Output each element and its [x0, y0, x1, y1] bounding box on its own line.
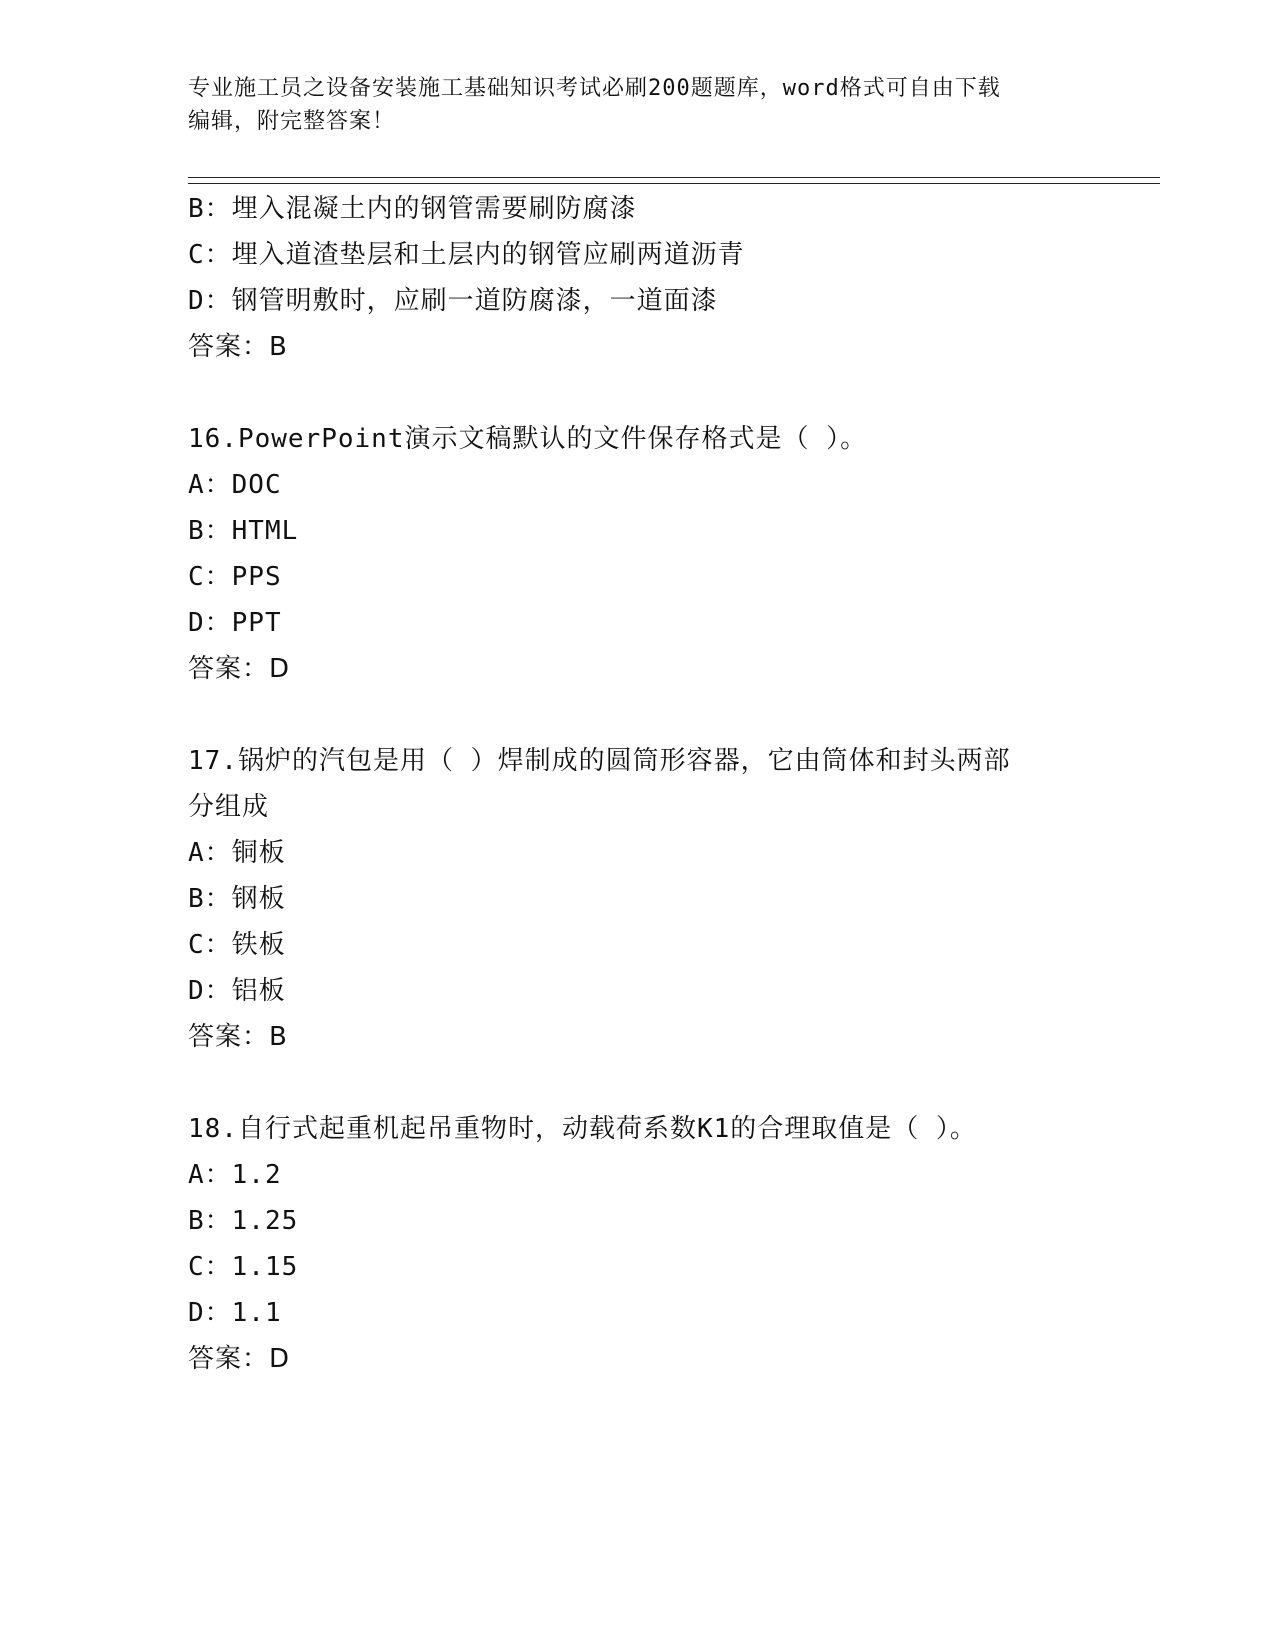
option-b: B：钢板 — [188, 884, 286, 914]
option-b: B：1.25 — [188, 1206, 299, 1236]
option-c: C：埋入道渣垫层和土层内的钢管应刷两道沥青 — [188, 240, 745, 270]
answer: 答案：B — [188, 1022, 288, 1052]
option-b: B：HTML — [188, 516, 299, 546]
spacer — [188, 370, 1088, 416]
option-b: B：埋入混凝土内的钢管需要刷防腐漆 — [188, 194, 637, 224]
question-17 — [188, 738, 1088, 1060]
question-18 — [188, 1106, 1088, 1382]
answer: 答案：D — [188, 1344, 291, 1374]
option-d: D：1.1 — [188, 1298, 282, 1328]
header-title-line-1: 专业施工员之设备安装施工基础知识考试必刷200题题库，word格式可自由下载 — [188, 76, 1001, 101]
question-16 — [188, 416, 1088, 692]
header-title-line-2: 编辑，附完整答案！ — [188, 109, 396, 134]
option-a: A：铜板 — [188, 838, 286, 868]
question-stem: 18.自行式起重机起吊重物时，动载荷系数K1的合理取值是（ ）。 — [188, 1114, 977, 1144]
option-c: C：铁板 — [188, 930, 286, 960]
option-d: D：PPT — [188, 608, 282, 638]
header-divider-bottom — [188, 183, 1160, 184]
question-stem-line-1: 17.锅炉的汽包是用（ ）焊制成的圆筒形容器，它由筒体和封头两部 — [188, 746, 1011, 776]
answer: 答案：D — [188, 654, 291, 684]
option-c: C：1.15 — [188, 1252, 299, 1282]
spacer — [188, 692, 1088, 738]
question-list — [188, 186, 1088, 1382]
option-d: D：钢管明敷时，应刷一道防腐漆，一道面漆 — [188, 286, 718, 316]
question-15-tail — [188, 186, 1088, 370]
header-divider-top — [188, 177, 1160, 178]
answer: 答案：B — [188, 332, 288, 362]
question-stem-line-2: 分组成 — [188, 792, 270, 822]
option-d: D：铝板 — [188, 976, 286, 1006]
option-c: C：PPS — [188, 562, 282, 592]
question-stem: 16.PowerPoint演示文稿默认的文件保存格式是（ ）。 — [188, 424, 868, 454]
option-a: A：1.2 — [188, 1160, 282, 1190]
option-a: A：DOC — [188, 470, 282, 500]
spacer — [188, 1060, 1088, 1106]
document-header — [188, 72, 1068, 138]
